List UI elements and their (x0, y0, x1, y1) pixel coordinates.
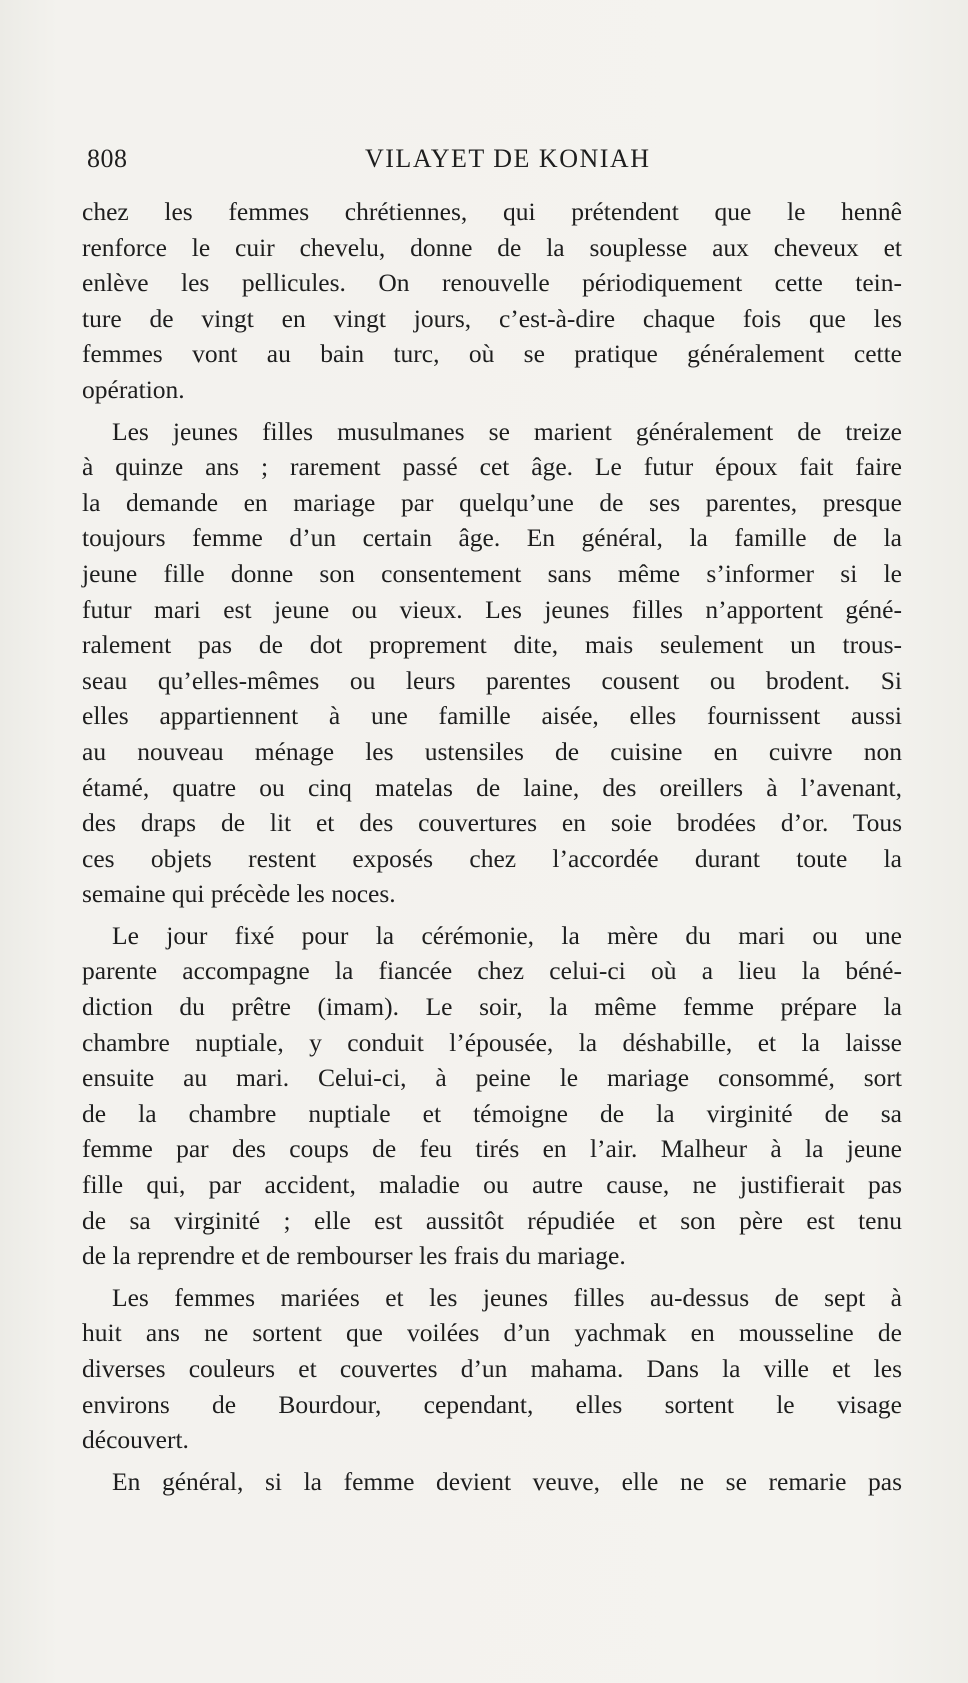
text-line: jeune fille donne son consentement sans même s’informer si le (82, 558, 902, 588)
text-line: de sa virginité ; elle est aussitôt répudiée et son père est tenu (82, 1205, 902, 1235)
paragraph-3 (82, 918, 902, 1274)
paragraph-5 (82, 1464, 902, 1500)
text-line: Le jour fixé pour la cérémonie, la mère du mari ou une (112, 920, 902, 950)
text-line: En général, si la femme devient veuve, elle ne se remarie pas (112, 1466, 902, 1496)
text-line: Les jeunes filles musulmanes se marient généralement de treize (112, 416, 902, 446)
text-line: huit ans ne sortent que voilées d’un yachmak en mousseline de (82, 1318, 902, 1348)
text-line: au nouveau ménage les ustensiles de cuisine en cuivre non (82, 736, 902, 766)
text-line: de la reprendre et de rembourser les frais du mariage. (82, 1241, 626, 1271)
page-header (87, 144, 901, 178)
text-line: la demande en mariage par quelqu’une de ses parentes, presque (82, 487, 902, 517)
text-line: opération. (82, 374, 185, 404)
paragraph-4 (82, 1280, 902, 1458)
text-line: étamé, quatre ou cinq matelas de laine, des oreillers à l’avenant, (82, 772, 902, 802)
text-line: environs de Bourdour, cependant, elles sortent le visage (82, 1389, 902, 1419)
text-line: femmes vont au bain turc, où se pratique généralement cette (82, 339, 902, 369)
text-line: futur mari est jeune ou vieux. Les jeunes filles n’apportent géné- (82, 594, 902, 624)
text-line: semaine qui précède les noces. (82, 879, 396, 909)
text-line: enlève les pellicules. On renouvelle périodiquement cette tein- (82, 268, 902, 298)
text-line: toujours femme d’un certain âge. En général, la famille de la (82, 523, 902, 553)
text-line: diction du prêtre (imam). Le soir, la même femme prépare la (82, 992, 902, 1022)
text-line: de la chambre nuptiale et témoigne de la virginité de sa (82, 1098, 902, 1128)
text-line: renforce le cuir chevelu, donne de la souplesse aux cheveux et (82, 232, 902, 262)
text-line: seau qu’elles-mêmes ou leurs parentes cousent ou brodent. Si (82, 665, 902, 695)
text-line: diverses couleurs et couvertes d’un mahama. Dans la ville et les (82, 1354, 902, 1383)
text-line: chambre nuptiale, y conduit l’épousée, la déshabille, et la laisse (82, 1027, 902, 1057)
text-line: parente accompagne la fiancée chez celui-ci où a lieu la béné- (82, 956, 902, 986)
text-line: ralement pas de dot proprement dite, mais seulement un trous- (82, 630, 902, 660)
text-line: chez les femmes chrétiennes, qui prétendent que le hennê (82, 197, 902, 226)
text-line: fille qui, par accident, maladie ou autre cause, ne justifierait pas (82, 1170, 902, 1200)
text-line: à quinze ans ; rarement passé cet âge. Le futur époux fait faire (82, 452, 902, 482)
text-line: ensuite au mari. Celui-ci, à peine le mariage consommé, sort (82, 1063, 902, 1093)
text-line: découvert. (82, 1425, 189, 1455)
text-line: ture de vingt en vingt jours, c’est-à-dire chaque fois que les (82, 303, 902, 333)
text-line: Les femmes mariées et les jeunes filles au-dessus de sept à (112, 1282, 902, 1312)
body-text (82, 194, 902, 1501)
running-head: VILAYET DE KONIAH (365, 144, 651, 173)
text-line: femme par des coups de feu tirés en l’air. Malheur à la jeune (82, 1134, 902, 1164)
paragraph-2 (82, 414, 902, 912)
text-line: elles appartiennent à une famille aisée, elles fournissent aussi (82, 701, 902, 731)
paragraph-1 (82, 194, 902, 408)
text-line: des draps de lit et des couvertures en soie brodées d’or. Tous (82, 808, 902, 838)
page-number: 808 (87, 144, 128, 173)
text-line: ces objets restent exposés chez l’accordée durant toute la (82, 843, 902, 873)
